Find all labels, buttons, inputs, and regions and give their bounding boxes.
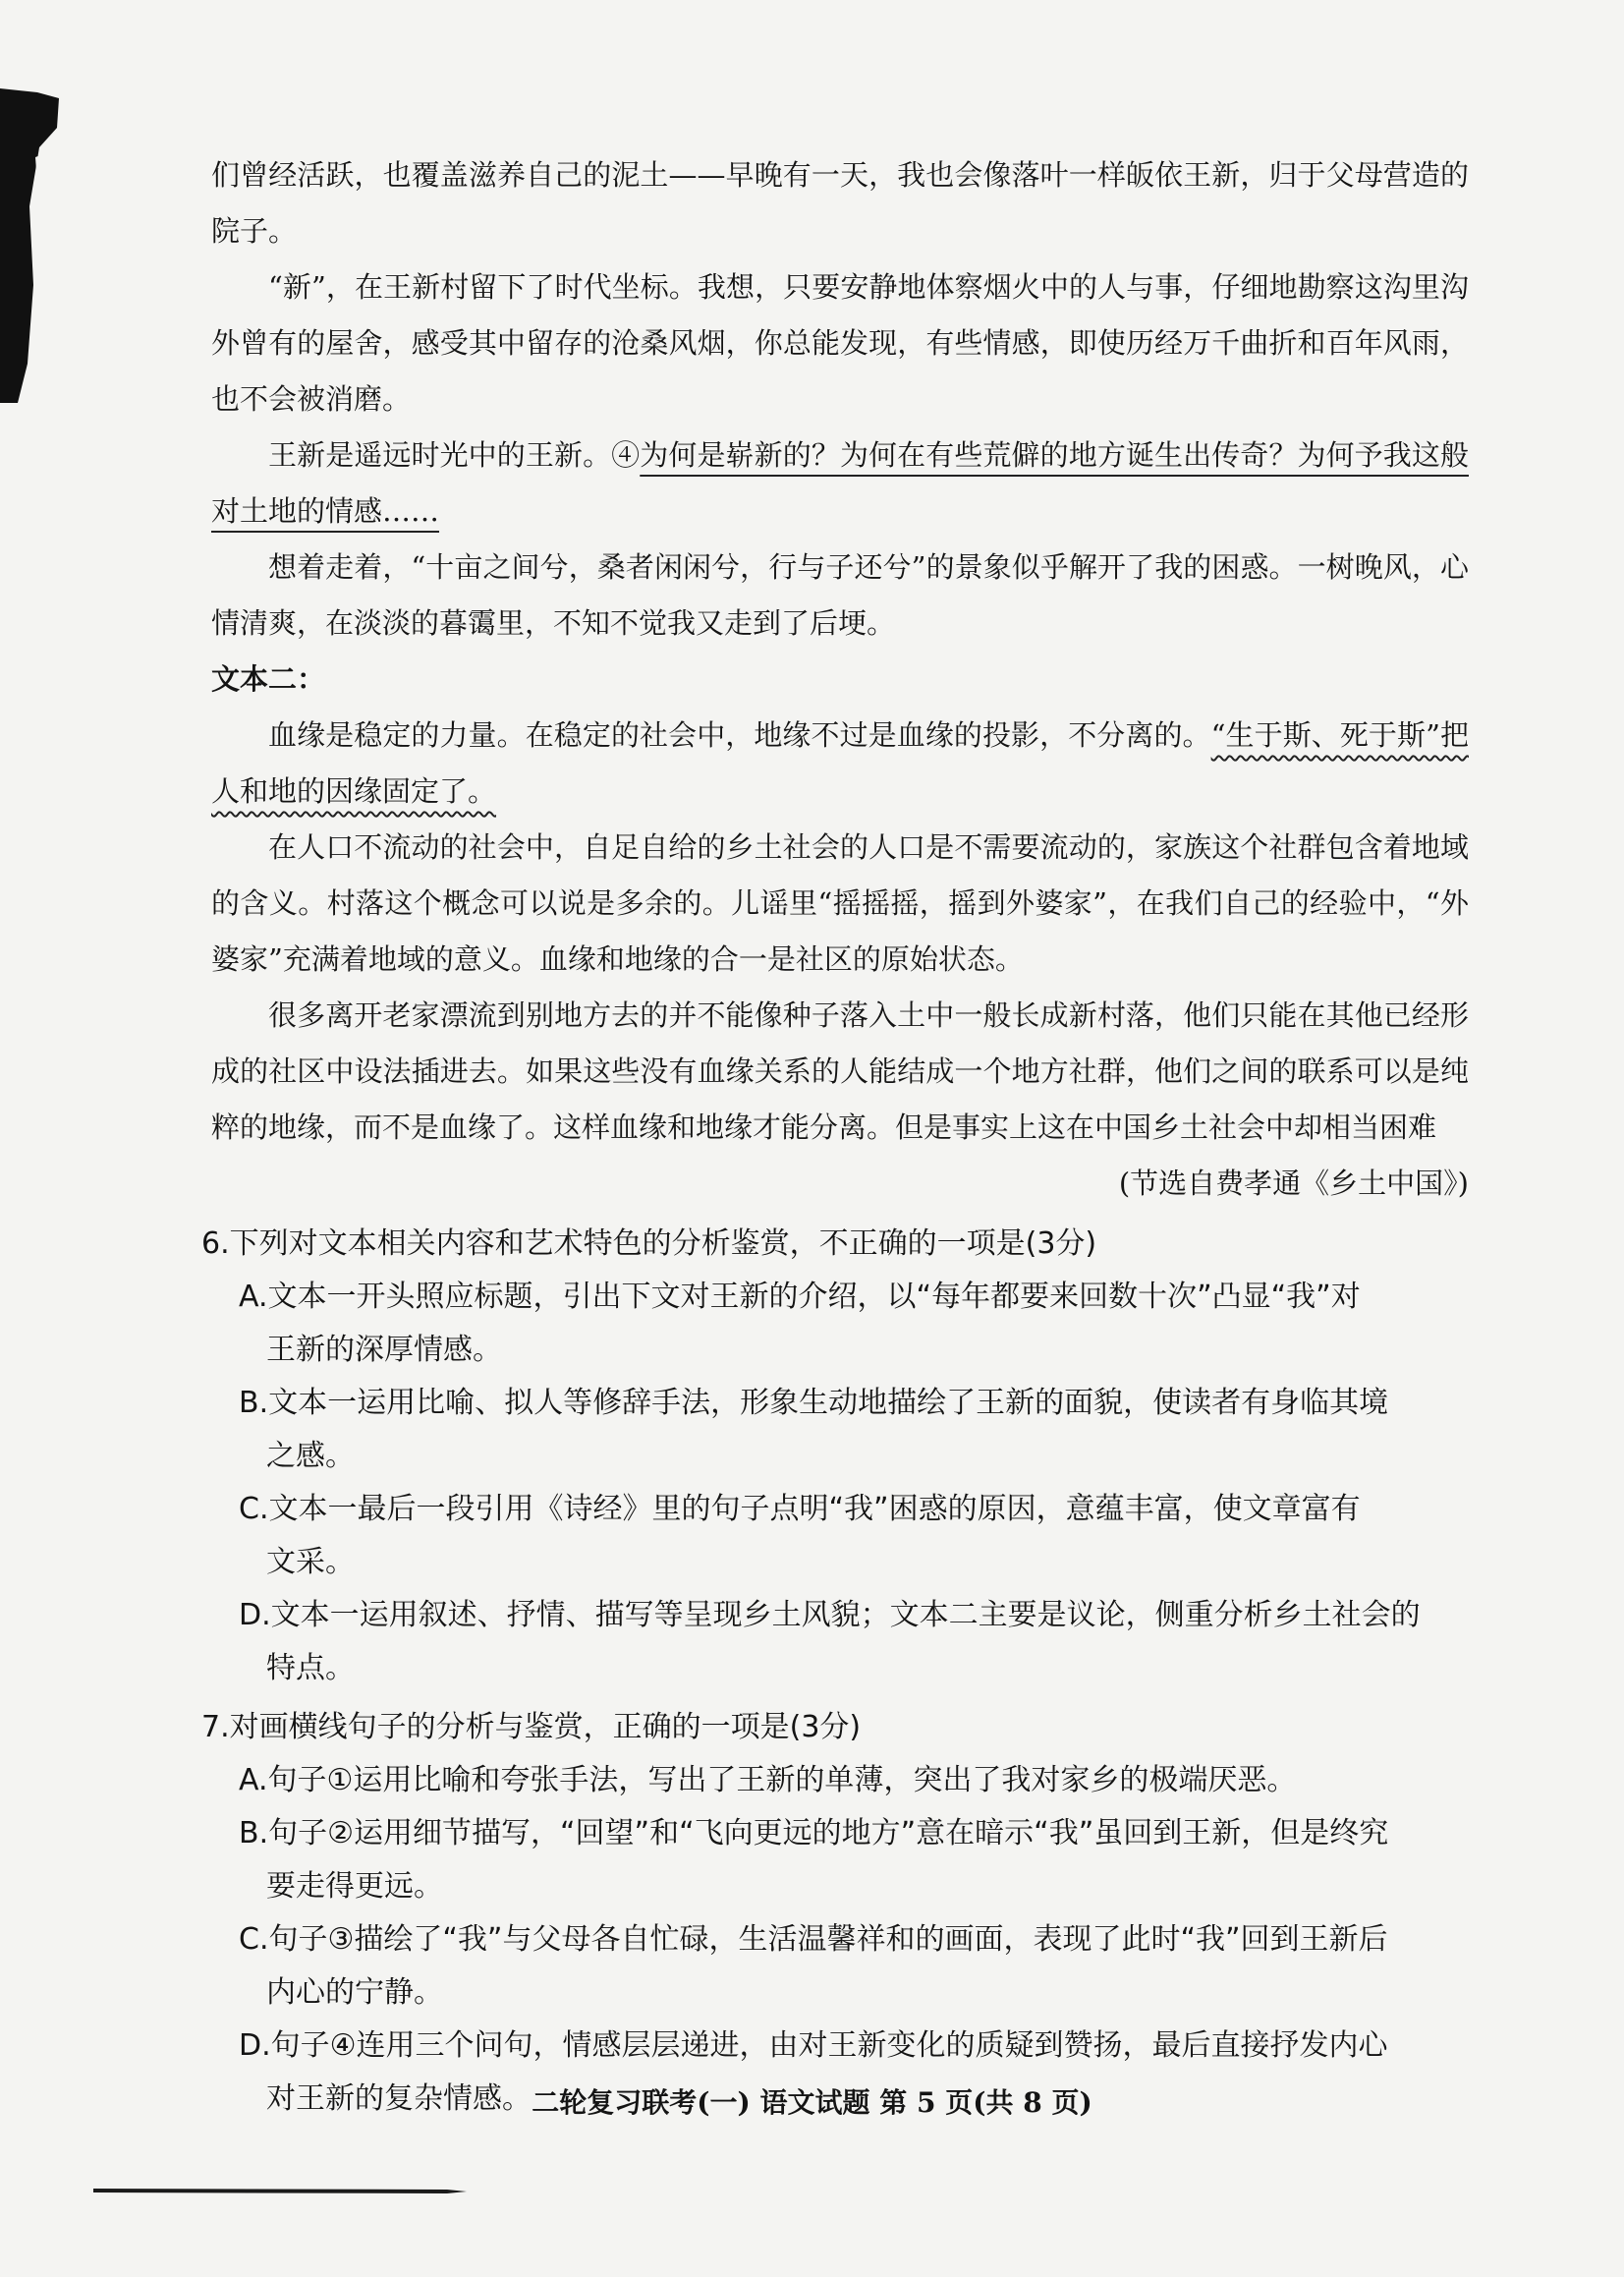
text2-p1-wavy-underlined: “生于斯、死于斯”把人和地的因缘固定了。 [211,718,1469,808]
q6-option-b: B.文本一运用比喻、拟人等修辞手法，形象生动地描绘了王新的面貌，使读者有身临其境 [239,1386,1389,1420]
q6-option-c-cont: 文采。 [266,1545,355,1579]
q7-stem: 7.对画横线句子的分析与鉴赏，正确的一项是(3分) [201,1710,862,1744]
q7-option-c-cont: 内心的宁静。 [266,1975,443,2010]
text1-paragraph-xin: “新”，在王新村留下了时代坐标。我想，只要安静地体察烟火中的人与事，仔细地勘察这沟里沟外曾有的屋舍，感受其中留存的沧桑风烟，你总能发现，有些情感，即使历经万千曲折和百年风雨，也不会被消磨。 [211,270,1469,416]
q6-option-b-cont: 之感。 [266,1439,355,1473]
q6-option-d: D.文本一运用叙述、抒情、描写等呈现乡土风貌；文本二主要是议论，侧重分析乡土社会的 [239,1598,1421,1632]
text1-paragraph-questions [211,427,1469,540]
text1-paragraph-continued: 们曾经活跃，也覆盖滋养自己的泥土——早晚有一天，我也会像落叶一样皈依王新，归于父母营造的院子。 [211,158,1469,248]
q7-option-b-cont: 要走得更远。 [266,1869,443,1904]
q6-option-c: C.文本一最后一段引用《诗经》里的句子点明“我”困惑的原因，意蕴丰富，使文章富有 [239,1492,1361,1526]
page-content [201,147,1469,2126]
scan-bottom-line [93,2188,467,2193]
q7-option-d: D.句子④连用三个问句，情感层层递进，由对王新变化的质疑到赞扬，最后直接抒发内心 [239,2028,1388,2063]
text2-source: (节选自费孝通《乡土中国》) [1118,1167,1469,1200]
text2-p1-plain: 血缘是稳定的力量。在稳定的社会中，地缘不过是血缘的投影，不分离的。 [268,718,1211,752]
q6-option-a: A.文本一开头照应标题，引出下文对王新的介绍，以“每年都要来回数十次”凸显“我”对 [239,1280,1361,1314]
question-7 [201,1701,1469,2126]
text1-paragraph-last: 想着走着，“十亩之间兮，桑者闲闲兮，行与子还兮”的景象似乎解开了我的困惑。一树晚风，心情清爽，在淡淡的暮霭里，不知不觉我又走到了后埂。 [211,550,1469,640]
q6-option-a-cont: 王新的深厚情感。 [266,1333,502,1367]
text2-paragraph-1 [211,708,1469,820]
sentence4-intro: 王新是遥远时光中的王新。④ [268,438,641,472]
page-footer: 二轮复习联考(一) 语文试题 第 5 页(共 8 页) [532,2086,1092,2119]
q7-option-d-cont: 对王新的复杂情感。 [266,2081,532,2116]
q6-option-d-cont: 特点。 [266,1651,355,1685]
sentence4-underlined: 为何是崭新的？为何在有些荒僻的地方诞生出传奇？为何予我这般对土地的情感…… [211,438,1469,528]
text2-paragraph-2: 在人口不流动的社会中，自足自给的乡土社会的人口是不需要流动的，家族这个社群包含着地域的含义。村落这个概念可以说是多余的。儿谣里“摇摇摇，摇到外婆家”，在我们自己的经验中，“外婆家”充满着地域的意义。血缘和地缘的合一是社区的原始状态。 [211,830,1469,976]
q7-option-a: A.句子①运用比喻和夸张手法，写出了王新的单薄，突出了我对家乡的极端厌恶。 [239,1763,1297,1797]
q7-option-b: B.句子②运用细节描写，“回望”和“飞向更远的地方”意在暗示“我”虽回到王新，但是终究 [239,1816,1389,1850]
scan-edge-mark [0,88,69,403]
q6-stem: 6.下列对文本相关内容和艺术特色的分析鉴赏，不正确的一项是(3分) [201,1226,1097,1261]
q7-option-c: C.句子③描绘了“我”与父母各自忙碌，生活温馨祥和的画面，表现了此时“我”回到王新后 [239,1922,1388,1957]
question-6 [201,1218,1469,1695]
text2-paragraph-3: 很多离开老家漂流到别地方去的并不能像种子落入土中一般长成新村落，他们只能在其他已经形成的社区中设法插进去。如果这些没有血缘关系的人能结成一个地方社群，他们之间的联系可以是纯粹的地缘，而不是血缘了。这样血缘和地缘才能分离。但是事实上这在中国乡土社会中却相当困难 [211,998,1469,1144]
text2-heading: 文本二： [211,662,326,696]
